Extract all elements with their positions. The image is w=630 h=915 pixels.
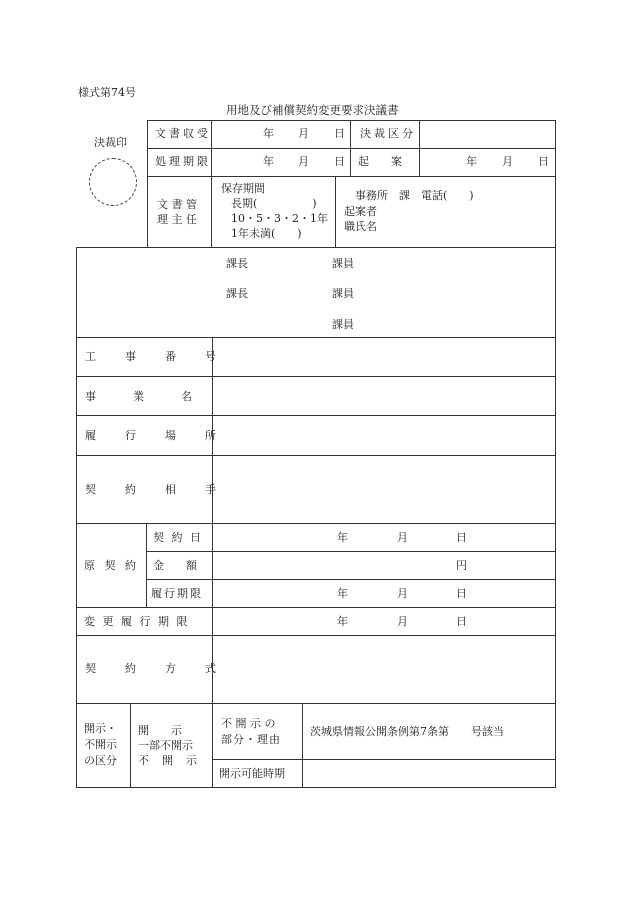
approval-staff-2: 課員: [332, 287, 354, 300]
drafted-label: 起 案: [358, 155, 402, 168]
execution-place-field[interactable]: [214, 416, 554, 454]
retention-years: 10・5・3・2・1年: [231, 212, 328, 225]
amount-unit: 円: [456, 559, 467, 572]
doc-received-day: 日: [334, 127, 345, 140]
approval-staff-1: 課員: [332, 257, 354, 270]
contract-method-field[interactable]: [214, 636, 554, 702]
retention-under: 1年未満( ): [231, 227, 302, 240]
rule: [212, 337, 213, 788]
seal-label: 決裁印: [94, 136, 127, 149]
drafted-day: 日: [538, 155, 549, 168]
rule: [76, 247, 556, 248]
option-disclose[interactable]: 開 示: [138, 724, 182, 737]
doc-received-year: 年: [263, 127, 274, 140]
approval-chief-1: 課長: [226, 257, 248, 270]
approval-staff-3: 課員: [332, 318, 354, 331]
contract-party-field[interactable]: [214, 456, 554, 522]
deadline-month: 月: [298, 155, 309, 168]
nondisclosure-line2: 部分・理由: [221, 733, 281, 746]
drafted-month: 月: [502, 155, 513, 168]
seal-circle: [89, 158, 137, 206]
rule: [555, 120, 556, 788]
option-nondisclose[interactable]: 不 開 示: [138, 754, 198, 767]
rule: [147, 148, 556, 149]
project-name-label: 事 業 名: [85, 390, 197, 403]
page-title: 用地及び補償契約変更要求決議書: [226, 103, 399, 117]
rule: [146, 579, 556, 580]
rule: [76, 523, 556, 524]
rule: [130, 703, 131, 788]
deadline-year: 年: [263, 155, 274, 168]
contract-date-year: 年: [337, 531, 348, 544]
rule: [302, 703, 303, 788]
rule: [146, 551, 556, 552]
rule: [211, 120, 212, 247]
form-number: 様式第74号: [78, 86, 136, 99]
contract-date-month: 月: [397, 531, 408, 544]
approval-chief-2: 課長: [226, 287, 248, 300]
period-day: 日: [456, 587, 467, 600]
disclosure-class-line1: 開示・: [84, 722, 117, 735]
decision-class-label: 決裁区分: [360, 127, 416, 140]
decision-class-field[interactable]: [420, 121, 554, 147]
period-year: 年: [337, 587, 348, 600]
retention-title: 保存期間: [221, 182, 265, 195]
doc-received-month: 月: [298, 127, 309, 140]
office-line: 事務所 課 電話( ): [355, 189, 474, 202]
original-contract-label: 原 契 約: [84, 559, 139, 572]
changed-period-year: 年: [337, 615, 348, 628]
deadline-label: 処理期限: [155, 155, 211, 168]
period-label: 履行期限: [151, 587, 203, 600]
position-name-label: 職氏名: [344, 220, 377, 233]
nondisclosure-line1: 不 開 示 の: [221, 717, 276, 730]
changed-period-day: 日: [456, 615, 467, 628]
rule: [76, 787, 556, 788]
rule: [146, 523, 147, 608]
contract-date-label: 契 約 日: [153, 531, 203, 544]
project-name-field[interactable]: [214, 377, 554, 414]
drafter-label: 起案者: [344, 205, 377, 218]
possible-time-label: 開示可能時期: [219, 767, 285, 780]
retention-long: 長期( ): [231, 197, 317, 210]
disclosure-class-line3: の区分: [84, 754, 117, 767]
contract-date-day: 日: [456, 531, 467, 544]
rule: [76, 607, 556, 608]
construction-number-label: 工 事 番 号: [85, 350, 225, 363]
amount-label: 金 額: [153, 559, 197, 572]
drafted-year: 年: [466, 155, 477, 168]
period-month: 月: [397, 587, 408, 600]
doc-received-label: 文書収受: [155, 127, 211, 140]
changed-period-month: 月: [397, 615, 408, 628]
execution-place-label: 履 行 場 所: [85, 429, 225, 442]
regulation-text: 茨城県情報公開条例第7条第 号該当: [310, 725, 504, 738]
doc-manager-line2: 理 主 任: [157, 213, 197, 226]
rule: [76, 247, 77, 788]
contract-method-label: 契 約 方 式: [85, 662, 225, 675]
deadline-day: 日: [334, 155, 345, 168]
rule: [350, 120, 351, 177]
rule: [147, 120, 148, 247]
possible-time-field[interactable]: [304, 760, 554, 786]
option-partial-nondisclose[interactable]: 一部不開示: [138, 739, 193, 752]
construction-number-field[interactable]: [214, 338, 554, 375]
contract-party-label: 契 約 相 手: [85, 483, 225, 496]
rule: [76, 703, 556, 704]
changed-period-label: 変 更 履 行 期 限: [84, 615, 190, 628]
doc-manager-line1: 文 書 管: [157, 198, 197, 211]
rule: [147, 176, 556, 177]
disclosure-class-line2: 不開示: [84, 738, 117, 751]
rule: [335, 176, 336, 247]
